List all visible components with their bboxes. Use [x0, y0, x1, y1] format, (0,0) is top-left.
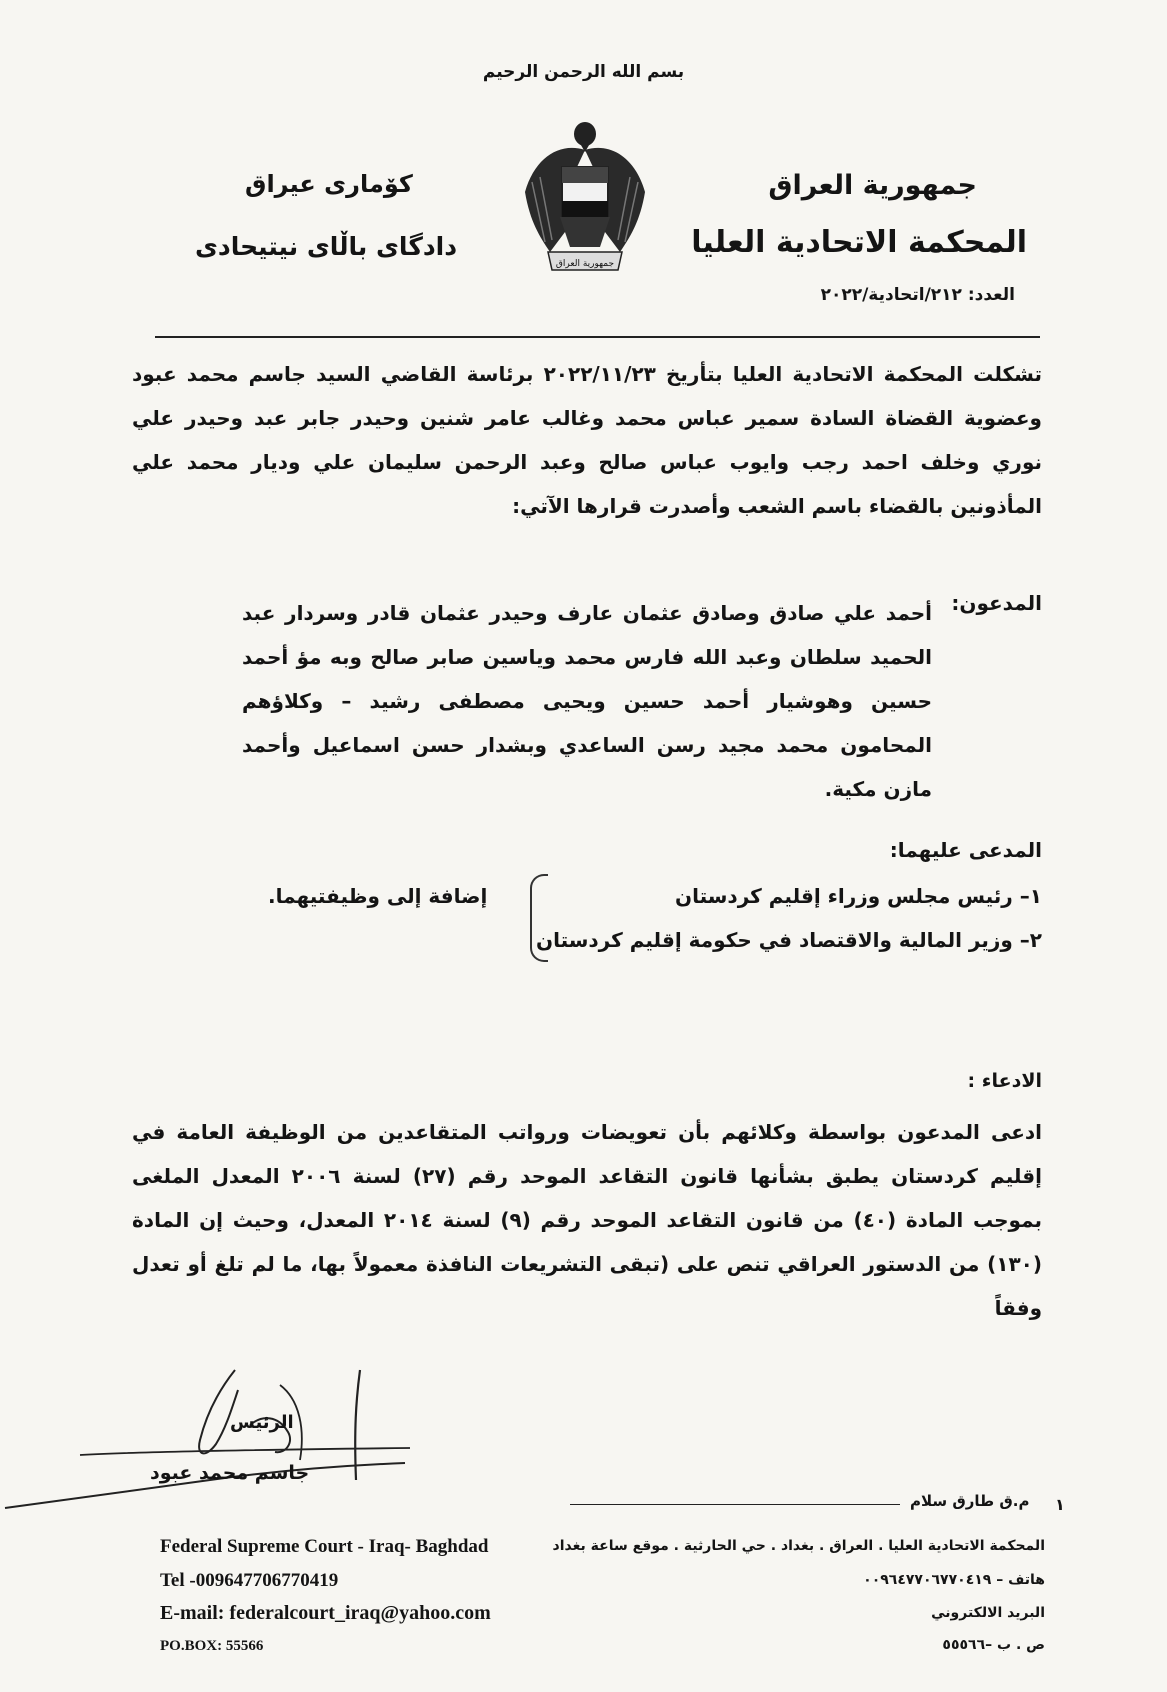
emblem-caption: جمهورية العراق [555, 259, 615, 269]
clerk-initials: م.ق طارق سلام [910, 1492, 1030, 1510]
footer-divider [570, 1504, 900, 1505]
footer-pobox-en: PO.BOX: 55566 [160, 1638, 264, 1654]
court-name-arabic: المحكمة الاتحادية العليا [691, 225, 1027, 260]
defendants-note: إضافة إلى وظيفتيهما. [268, 884, 488, 908]
footer-pobox-ar: ص . ب –٥٥٥٦٦ [942, 1637, 1045, 1653]
footer-tel-en: Tel -009647706770419 [160, 1570, 339, 1591]
defendant-2: ٢– وزير المالية والاقتصاد في حكومة إقليم كردستان [536, 928, 1042, 952]
country-name-kurdish: كۆمارى عيراق [245, 170, 413, 198]
footer-court-en: Federal Supreme Court - Iraq- Baghdad [160, 1536, 489, 1557]
header-divider [155, 336, 1040, 338]
plaintiffs-names: أحمد علي صادق وصادق عثمان عارف وحيدر عثمان قادر وسردار عبد الحميد سلطان وعبد الله فارس محمد وياسين صابر صالح وبه مؤ أحمد حسين وهوشيار أحمد حسين ويحيى مصطفى رشيد – وكلاؤهم المحامون محمد مجيد رسن الساعدي وبشدار حسن اسماعيل وأحمد مازن مكية. [242, 601, 932, 801]
footer-email-label-ar: البريد الالكتروني [931, 1605, 1045, 1621]
country-name-arabic: جمهورية العراق [768, 170, 977, 201]
court-name-kurdish: دادگاى باڵاى نيتيحادى [195, 232, 458, 261]
basmala: بسم الله الرحمن الرحيم [482, 62, 685, 82]
plaintiffs-label: المدعون: [951, 591, 1042, 615]
claim-paragraph: ادعى المدعون بواسطة وكلائهم بأن تعويضات ورواتب المتقاعدين من الوظيفة العامة في إقليم كردستان يطبق بشأنها قانون التقاعد الموحد رقم (٢٧) لسنة ٢٠٠٦ المعدل الملغى بموجب المادة (٤٠) من قانون التقاعد الموحد رقم (٩) لسنة ٢٠١٤ المعدل، وحيث إن المادة (١٣٠) من الدستور العراقي تنص على (تبقى التشريعات النافذة معمولاً بها، ما لم تلغ أو تعدل وفقاً [132, 1120, 1042, 1320]
page-number: ١ [1055, 1495, 1065, 1514]
defendants-brace [530, 874, 548, 962]
claim-label: الادعاء : [967, 1070, 1042, 1092]
footer-email-en: E-mail: federalcourt_iraq@yahoo.com [160, 1602, 491, 1624]
footer-tel-ar: هاتف – ٠٠٩٦٤٧٧٠٦٧٧٠٤١٩ [863, 1572, 1045, 1588]
court-composition-paragraph: تشكلت المحكمة الاتحادية العليا بتأريخ ٢٠٢٢/١١/٢٣ برئاسة القاضي السيد جاسم محمد عبود وعضوية القضاة السادة سمير عباس محمد وغالب عامر شنين وحيدر جابر عبد وحيدر علي نوري وخلف احمد رجب وايوب عباس صالح وعبد الرحمن سليمان علي وديار محمد علي المأذونين بالقضاء باسم الشعب وأصدرت قرارها الآتي: [132, 362, 1042, 518]
reference-number: العدد: ٢١٢/اتحادية/٢٠٢٢ [820, 285, 1015, 305]
footer-address-ar: المحكمة الاتحادية العليا . العراق . بغداد . حي الحارثية . موقع ساعة بغداد [552, 1538, 1045, 1554]
president-title: الرئيس [230, 1412, 294, 1433]
president-name: جاسم محمد عبود [150, 1462, 310, 1484]
iraq-eagle-emblem-icon [520, 112, 650, 282]
handwritten-signature [0, 1360, 420, 1510]
defendants-label: المدعى عليهما: [889, 838, 1042, 862]
defendant-1: ١– رئيس مجلس وزراء إقليم كردستان [675, 884, 1042, 908]
